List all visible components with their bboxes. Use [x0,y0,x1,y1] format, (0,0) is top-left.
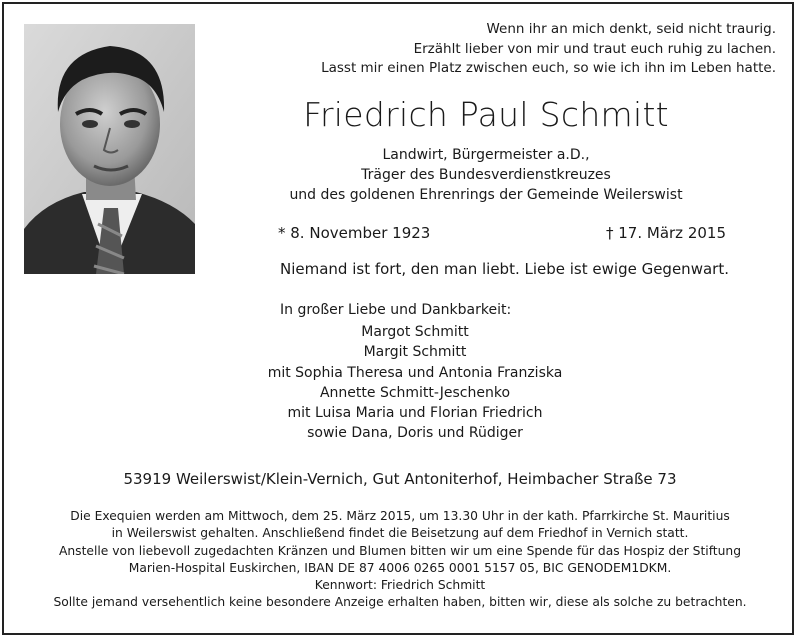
notice-line: Kennwort: Friedrich Schmitt [314,578,486,593]
notice-line: Die Exequien werden am Mittwoch, dem 25. März 2015, um 13.30 Uhr in der kath. Pfarrkirche St. Mauritius [70,509,730,523]
family-member: sowie Dana, Doris und Rüdiger [307,425,523,442]
deceased-titles [230,145,742,205]
family-address: 53919 Weilerswist/Klein-Vernich, Gut Antoniterhof, Heimbacher Straße 73 [123,470,677,488]
family-member: Annette Schmitt-Jeschenko [319,384,511,401]
notice-line: Anstelle von liebevoll zugedachten Kränzen und Blumen bitten wir um eine Spende für das Hospiz der Stiftung [58,543,742,558]
notice-line: in Weilerswist gehalten. Anschließend findet die Beisetzung auf dem Friedhof in Vernich statt. [111,526,689,541]
family-member: Margit Schmitt [363,344,467,361]
portrait-photo [24,24,195,274]
portrait-illustration [24,24,195,274]
title-line: Landwirt, Bürgermeister a.D., [382,147,590,163]
notice-line: Marien-Hospital Euskirchen, IBAN DE 87 4006 0265 0001 5157 05, BIC GENODEM1DKM. [128,560,672,575]
title-line: und des goldenen Ehrenrings der Gemeinde Weilerswist [289,187,683,203]
memorial-motto: Niemand ist fort, den man liebt. Liebe ist ewige Gegenwart. [280,260,729,278]
poem-line: Lasst mir einen Platz zwischen euch, so wie ich ihn im Leben hatte. [321,60,776,76]
death-date: † 17. März 2015 [605,224,726,242]
life-dates [270,222,730,246]
birth-date: * 8. November 1923 [278,224,431,242]
memorial-poem [256,20,776,79]
poem-line: Erzählt lieber von mir und traut euch ruhig zu lachen. [413,40,776,57]
family-member: mit Sophia Theresa und Antonia Franziska [267,364,563,381]
notice-line: Sollte jemand versehentlich keine besondere Anzeige erhalten haben, bitten wir, diese als solche zu betrachten. [53,595,747,610]
family-member: Margot Schmitt [361,324,469,340]
funeral-notice [10,508,790,612]
thanks-heading: In großer Liebe und Dankbarkeit: [280,302,512,318]
poem-line: Wenn ihr an mich denkt, seid nicht traurig. [486,21,776,37]
family-member: mit Luisa Maria und Florian Friedrich [287,405,543,422]
family-list [175,322,655,444]
title-line: Träger des Bundesverdienstkreuzes [361,167,611,183]
deceased-name: Friedrich Paul Schmitt [303,95,669,134]
